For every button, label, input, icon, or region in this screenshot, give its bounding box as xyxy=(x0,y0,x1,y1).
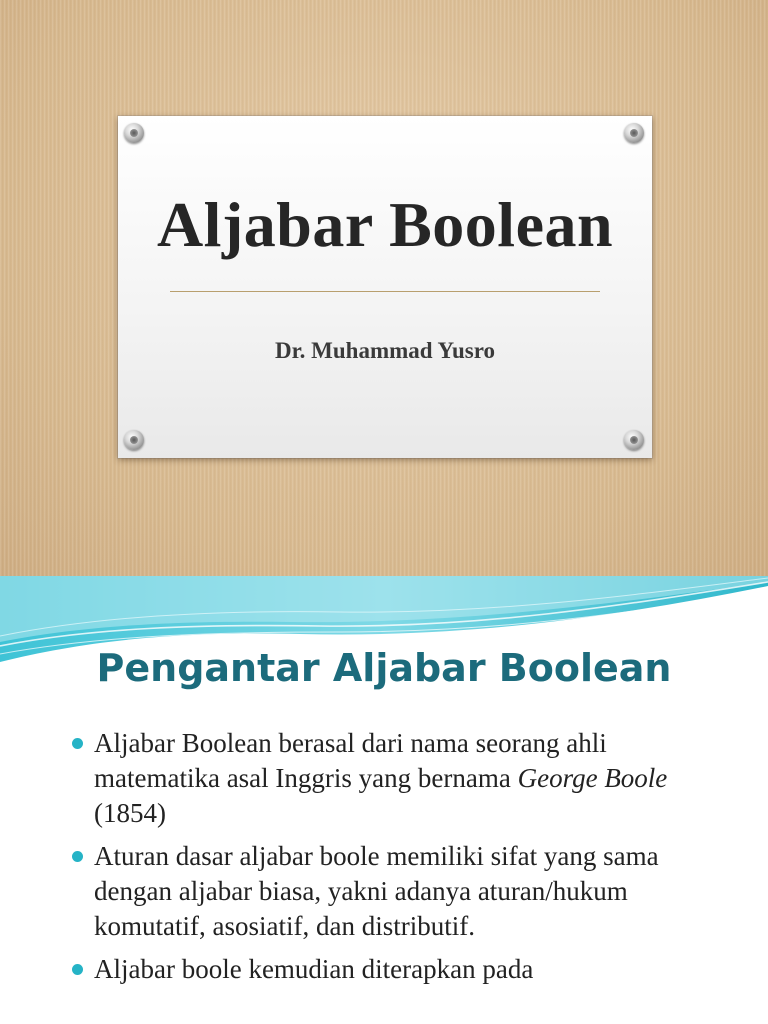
slide-title: Aljabar Boolean xyxy=(156,189,614,260)
content-slide xyxy=(0,576,768,1024)
bullet-text: Aljabar boole kemudian diterapkan pada xyxy=(94,954,534,984)
content-title: Pengantar Aljabar Boolean xyxy=(96,646,672,690)
screw-icon xyxy=(124,123,144,143)
bullet-item xyxy=(70,839,710,944)
bullet-dot-icon xyxy=(72,964,83,975)
bullet-dot-icon xyxy=(72,851,83,862)
divider xyxy=(170,291,600,292)
bullet-text: (1854) xyxy=(94,798,166,828)
title-plaque xyxy=(118,116,652,458)
author-name: Dr. Muhammad Yusro xyxy=(274,338,496,363)
bullet-item xyxy=(70,726,710,831)
bullet-italic-text: George Boole xyxy=(517,763,668,793)
bullet-text: Aljabar Boolean berasal dari nama seorang ahli matematika asal Inggris yang bernama xyxy=(94,728,607,793)
screw-icon xyxy=(624,430,644,450)
bullet-text: Aturan dasar aljabar boole memiliki sifat yang sama dengan aljabar biasa, yakni adanya aturan/hukum komutatif, asosiatif, dan distributif. xyxy=(94,841,659,941)
bullet-item xyxy=(70,952,710,987)
bullet-dot-icon xyxy=(72,738,83,749)
screw-icon xyxy=(624,123,644,143)
screw-icon xyxy=(124,430,144,450)
bullet-list xyxy=(70,726,710,995)
